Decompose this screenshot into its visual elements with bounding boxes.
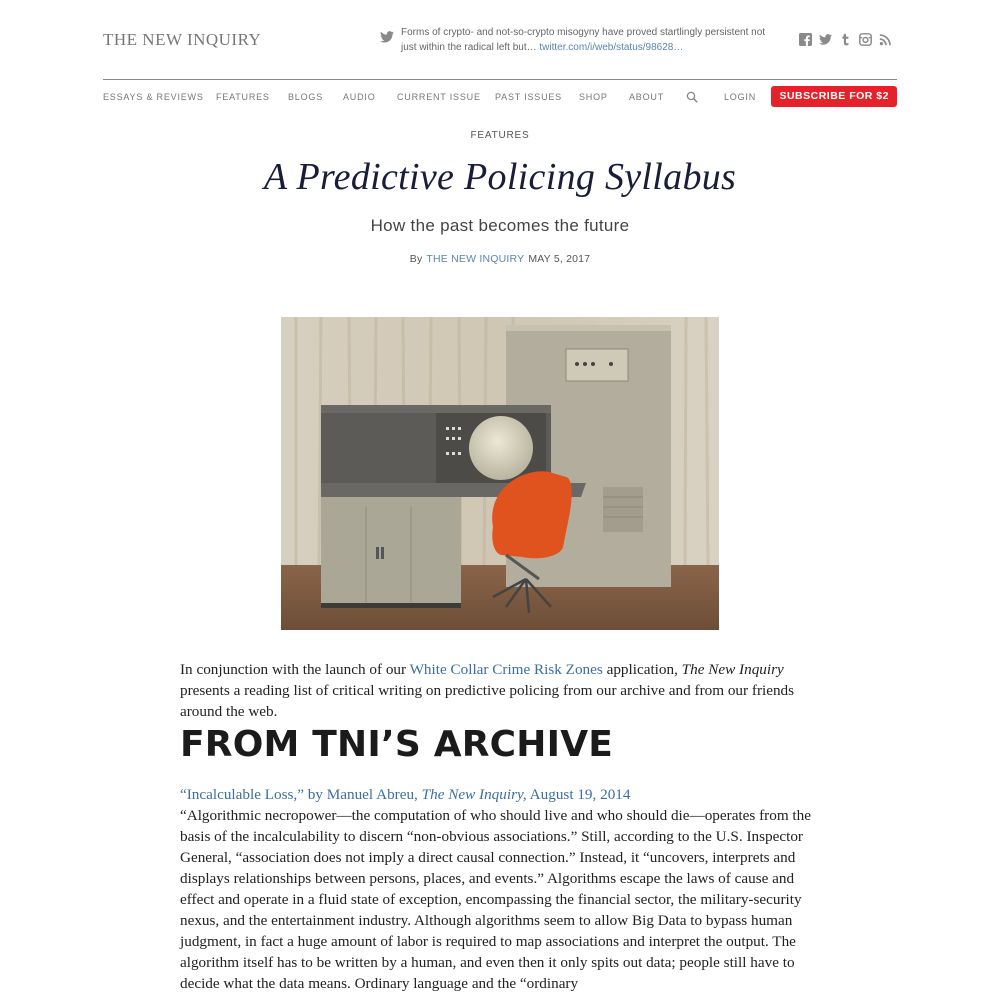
latest-tweet bbox=[380, 25, 770, 55]
publish-date: MAY 5, 2017 bbox=[528, 253, 591, 265]
nav-login[interactable]: LOGIN bbox=[724, 92, 757, 102]
nav-about[interactable]: ABOUT bbox=[629, 92, 665, 102]
tumblr-icon[interactable] bbox=[839, 33, 852, 46]
nav-blogs[interactable]: BLOGS bbox=[288, 92, 324, 102]
intro-publication: The New Inquiry bbox=[681, 661, 784, 678]
tweet-text: Forms of crypto- and not-so-crypto misogyny have proved startlingly persistent not just within the radical left but… bbox=[401, 27, 766, 53]
social-links bbox=[799, 33, 892, 46]
article-category[interactable]: FEATURES bbox=[470, 130, 530, 141]
nav-essays-reviews[interactable]: ESSAYS & REVIEWS bbox=[103, 92, 204, 102]
twitter-bird-icon bbox=[380, 31, 394, 43]
section-heading: FROM TNI’S ARCHIVE bbox=[180, 724, 614, 765]
intro-text-1: In conjunction with the launch of our bbox=[180, 661, 410, 678]
nav-past-issues[interactable]: PAST ISSUES bbox=[495, 92, 562, 102]
main-nav bbox=[103, 86, 897, 108]
risk-zones-link[interactable]: White Collar Crime Risk Zones bbox=[409, 661, 603, 678]
entry-link-title: “Incalculable Loss,” by Manuel Abreu, bbox=[180, 786, 422, 803]
nav-current-issue[interactable]: CURRENT ISSUE bbox=[397, 92, 481, 102]
search-icon[interactable] bbox=[686, 91, 698, 103]
header-divider bbox=[103, 79, 897, 80]
facebook-icon[interactable] bbox=[799, 33, 812, 46]
intro-text-2: application, bbox=[602, 661, 682, 678]
entry-link-date: August 19, 2014 bbox=[526, 786, 631, 803]
tweet-link[interactable]: twitter.com/i/web/status/98628… bbox=[539, 42, 684, 53]
article-subtitle: How the past becomes the future bbox=[370, 216, 630, 235]
instagram-icon[interactable] bbox=[859, 33, 872, 46]
entry-link-publication: The New Inquiry, bbox=[421, 786, 527, 803]
site-header bbox=[103, 0, 897, 80]
incalculable-loss-link[interactable] bbox=[180, 786, 631, 803]
rss-icon[interactable] bbox=[879, 33, 892, 46]
article-body bbox=[180, 659, 825, 994]
hero-image bbox=[281, 317, 719, 630]
archive-entry-link bbox=[180, 784, 825, 805]
subscribe-button[interactable]: SUBSCRIBE FOR $2 bbox=[771, 86, 897, 107]
article-title: A Predictive Policing Syllabus bbox=[263, 156, 737, 198]
archive-entry-quote: “Algorithmic necropower—the computation of who should live and who should die—operates from the basis of the incalculability to discern “non-obvious associations.” Still, according to the U.S. Inspector General, “association does not imply a direct causal connection.” Instead, it “uncovers, interprets and displays relationships between persons, places, and events.” Algorithms escape the laws of cause and effect and operate in a fluid state of exception, encompassing the financial sector, the military-security nexus, and the entertainment industry. Although algorithms seem to allow Big Data to bypass human judgment, in fact a huge amount of labor is required to map associations and interpret the output. The algorithm itself has to be written by a human, and even then it only spits out data; people still have to decide what the data means. Ordinary language and the “ordinary bbox=[180, 807, 811, 992]
byline-prefix: By bbox=[409, 253, 423, 265]
nav-audio[interactable]: AUDIO bbox=[343, 92, 376, 102]
nav-shop[interactable]: SHOP bbox=[579, 92, 608, 102]
site-logo[interactable]: THE NEW INQUIRY bbox=[103, 30, 262, 49]
intro-paragraph bbox=[180, 659, 825, 722]
intro-text-3: presents a reading list of critical writing on predictive policing from our archive and from our friends around the web. bbox=[180, 682, 795, 720]
author-link[interactable]: THE NEW INQUIRY bbox=[426, 253, 525, 265]
byline bbox=[0, 253, 1000, 265]
twitter-icon[interactable] bbox=[819, 33, 832, 46]
tweet-body bbox=[401, 25, 770, 55]
nav-features[interactable]: FEATURES bbox=[216, 92, 270, 102]
